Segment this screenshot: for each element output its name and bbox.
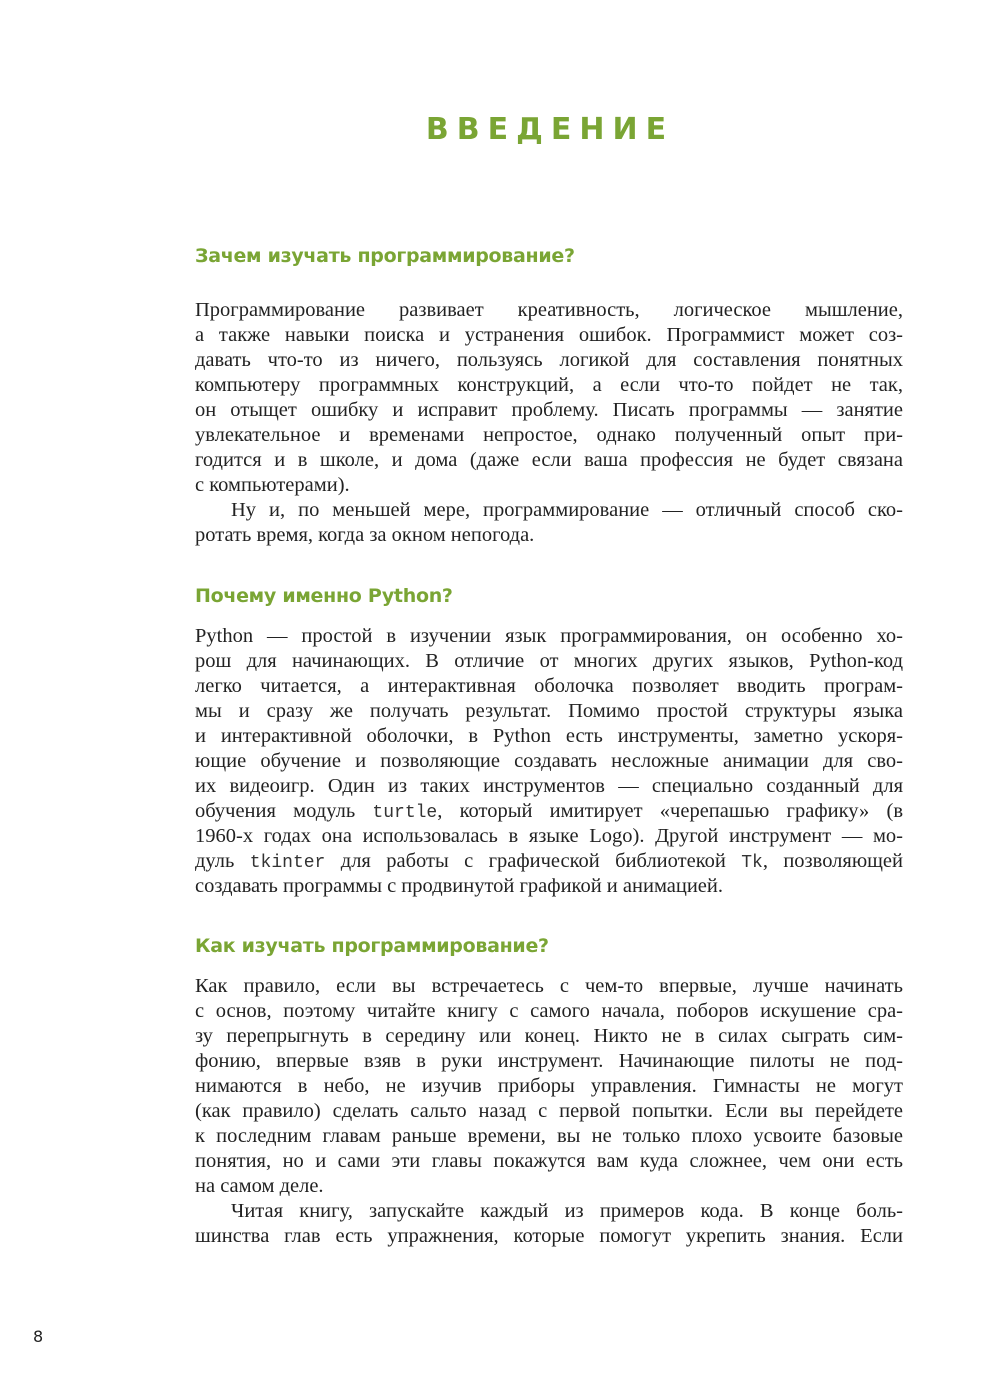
text-line: создавать программы с продвинутой графикой и анимацией. [195, 875, 724, 897]
text-line: понятия, но и сами эти главы покажутся вам куда сложнее, чем они есть [195, 1150, 903, 1172]
text-run: дуль [195, 850, 250, 872]
text-line: их видеоигр. Один из таких инструментов — специально созданный для [195, 775, 903, 797]
text-line: ющие обучение и позволяющие создавать несложные анимации для сво- [195, 750, 903, 772]
text-line: мы и сразу же получать результат. Помимо простой структуры языка [195, 700, 903, 722]
text-line: ротать время, когда за окном непогода. [195, 524, 535, 546]
text-line: давать что-то из ничего, пользуясь логикой для составления понятных [195, 349, 903, 371]
text-line: увлекательное и временами непростое, однако полученный опыт при- [195, 424, 903, 446]
text-run: , который имитирует «черепашью графику» (в [437, 800, 904, 822]
text-line: фонию, впервые взяв в руки инструмент. Начинающие пилоты не под- [195, 1050, 903, 1072]
text-line: Ну и, по меньшей мере, программирование — отличный способ ско- [231, 499, 903, 521]
text-line: (как правило) сделать сальто назад с первой попытки. Если вы перейдете [195, 1100, 903, 1122]
page-number: 8 [33, 1327, 44, 1346]
text-line [195, 799, 903, 824]
code-tkinter: tkinter [249, 853, 326, 873]
page-title: ВВЕДЕНИЕ [425, 112, 675, 147]
code-turtle: turtle [372, 803, 438, 823]
text-line: и интерактивной оболочки, в Python есть инструменты, заметно ускоря- [195, 725, 903, 747]
section-heading-why-python: Почему именно Python? [195, 585, 453, 607]
text-run: обучения модуль [195, 800, 373, 822]
text-line: он отыщет ошибку и исправит проблему. Писать программы — занятие [195, 399, 903, 421]
text-line: легко читается, а интерактивная оболочка позволяет вводить програм- [195, 675, 903, 697]
code-tk: Tk [741, 853, 763, 873]
text-line: 1960-х годах она использовалась в языке Logo). Другой инструмент — мо- [195, 825, 903, 847]
text-line: Как правило, если вы встречаетесь с чем-то впервые, лучше начинать [195, 975, 903, 997]
section-body-how-learn [195, 974, 903, 1249]
text-line: с компьютерами). [195, 474, 350, 496]
section-body-why-learn [195, 298, 903, 548]
text-line: Читая книгу, запускайте каждый из примеров кода. В конце боль- [231, 1200, 903, 1222]
text-line: на самом деле. [195, 1175, 324, 1197]
text-line: с основ, поэтому читайте книгу с самого начала, поборов искушение сра- [195, 1000, 903, 1022]
text-line: рош для начинающих. В отличие от многих других языков, Python-код [195, 650, 903, 672]
text-line: шинства глав есть упражнения, которые помогут укрепить знания. Если [195, 1225, 903, 1247]
section-heading-why-learn: Зачем изучать программирование? [195, 245, 575, 267]
text-line: Программирование развивает креативность, логическое мышление, [195, 299, 903, 321]
text-line: зу перепрыгнуть в середину или конец. Никто не в силах сыграть сим- [195, 1025, 903, 1047]
text-line: годится и в школе, и дома (даже если ваша профессия не будет связана [195, 449, 903, 471]
text-line: а также навыки поиска и устранения ошибок. Программист может соз- [195, 324, 903, 346]
text-line: Python — простой в изучении язык программирования, он особенно хо- [195, 625, 903, 647]
text-run: , позволяющей [762, 850, 904, 872]
text-line: к последним главам раньше времени, вы не только плохо усвоите базовые [195, 1125, 903, 1147]
section-body-why-python [195, 624, 903, 899]
text-line [195, 849, 903, 874]
section-heading-how-learn: Как изучать программирование? [195, 935, 549, 957]
text-line: компьютеру программных конструкций, а если что-то пойдет не так, [195, 374, 903, 396]
text-line: нимаются в небо, не изучив приборы управления. Гимнасты не могут [195, 1075, 903, 1097]
text-run: для работы с графической библиотекой [325, 850, 742, 872]
